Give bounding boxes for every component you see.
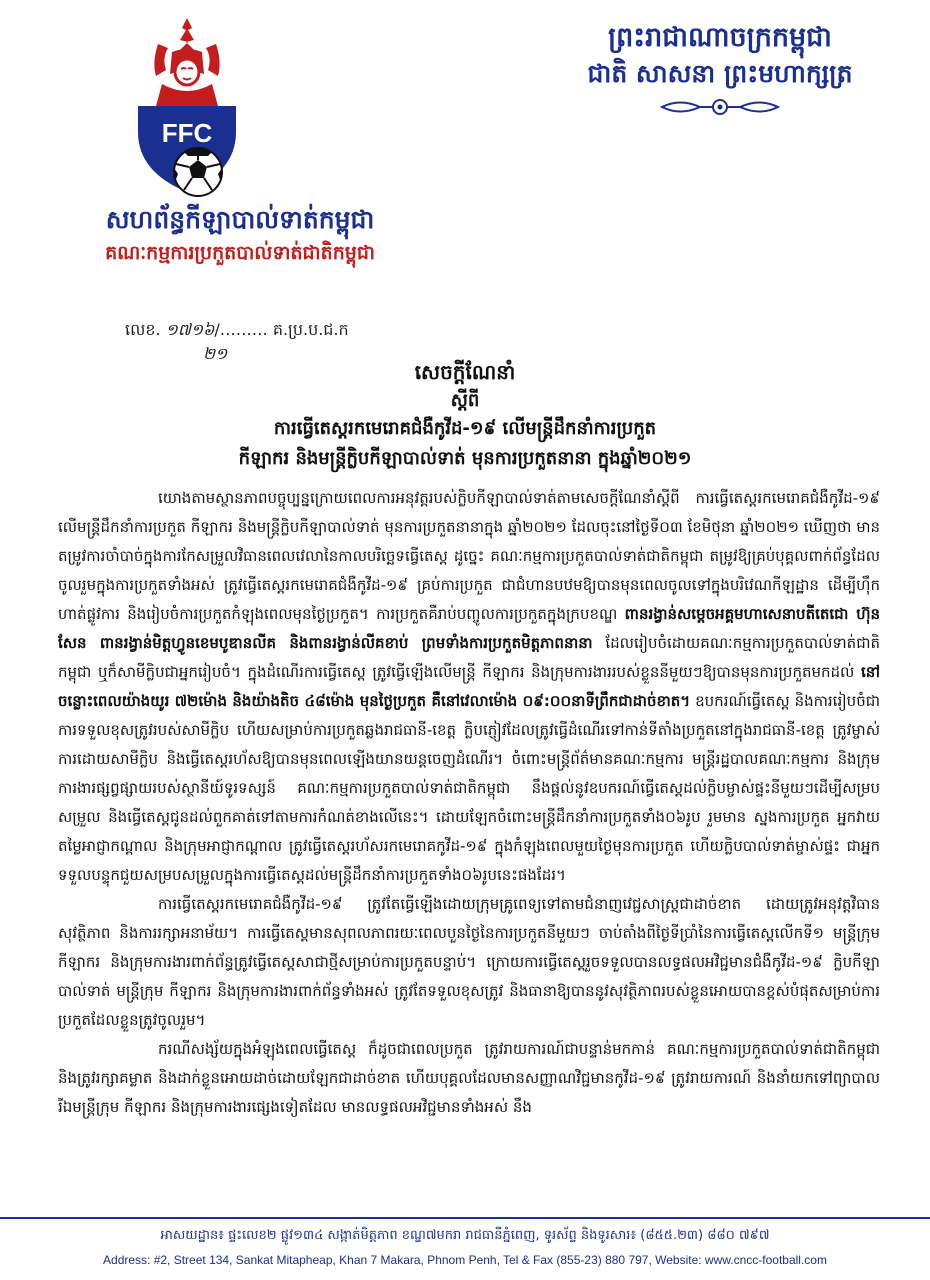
paragraph-1-part-e: ឧបករណ៍ធ្វើតេស្ត និងការរៀបចំជាការទទួលខុសត្រូវរបស់សាមីក្លិប ហើយសម្រាប់ការប្រកួតឆ្លងរាជធានី-ខេត្ត ក្លិបភ្ញៀវដែលត្រូវធ្វើដំណើរទៅកាន់ទីតាំងប្រកួតនៅក្នុងរាជធានី-ខេត្ត ត្រូវម្ចាស់ការដោយសាមីក្លិប និងធ្វើតេស្តរហ័សឱ្យបានមុនពេលឡើងយានយន្តចេញដំណើរ។ ចំពោះមន្ត្រីព័ត៌មានគណៈកម្មការ មន្ត្រីរដ្ឋបាលគណៈកម្មការ និងក្រុមការងារផ្សព្វផ្សាយរបស់ស្ថានីយ៍ទូរទស្សន៍ គណៈកម្មការប្រកួតបាល់ទាត់ជាតិកម្ពុជា នឹងផ្តល់នូវឧបករណ៍ធ្វើតេស្តដល់ក្លិបម្ចាស់ផ្ទះនីមួយៗដើម្បីសម្របសម្រួល និងធ្វើតេស្តជូនដល់ពួកគាត់ទៅតាមការកំណត់ខាងលើនេះ។ ដោយឡែកចំពោះមន្ត្រីដឹកនាំការប្រកួតទាំង០៦រូប រួមមាន ស្នងការប្រកួត អ្នកវាយតម្លៃអាជ្ញាកណ្តាល និងក្រុមអាជ្ញាកណ្តាល ត្រូវធ្វើតេស្តរហ័សរកមេរោគកូវីដ-១៩ ក្នុងកំឡុងពេលមួយថ្ងៃមុនការប្រកួត ហើយក្លិបបាល់ទាត់ម្ចាស់ផ្ទះ ជាអ្នកទទួលបន្ទុកជួយសម្របសម្រួលក្នុងការធ្វើតេស្តដល់មន្ត្រីដឹកនាំការប្រកួតទាំង០៦រូបនេះផងដែរ។ (58, 692, 880, 884)
paragraph-3: ករណីសង្ស័យក្នុងអំឡុងពេលធ្វើតេស្ត ក៏ដូចជាពេលប្រកួត ត្រូវរាយការណ៍ជាបន្ទាន់មកកាន់ គណៈកម្មការប្រកួតបាល់ទាត់ជាតិកម្ពុជា និងត្រូវរក្សាគម្លាត និងដាក់ខ្លួនអោយដាច់ដោយឡែកជាដាច់ខាត ហើយបុគ្គលដែលមានសញ្ញាណវិជ្ជមានកូវីដ-១៩ ត្រូវរាយការណ៍ និងនាំយកទៅព្យាបាល រីឯមន្ត្រីក្រុម កីឡាករ និងក្រុមការងារផ្សេងទៀតដែល មានលទ្ធផលអវិជ្ជមានទាំងអស់ នឹង (58, 1040, 880, 1116)
kingdom-line: ព្រះរាជាណាចក្រកម្ពុជា (608, 22, 832, 53)
paragraph-1-part-c: ដែលរៀបចំដោយគណៈកម្មការប្រកួតបាល់ទាត់ជាតិកម្ពុជា ឬក៏សាមីក្លិបជាអ្នករៀបចំ។ ក្នុងដំណើរការធ្វើតេស្ត ត្រូវធ្វើឡើងលើមន្ត្រី កីឡាករ និងក្រុមការងាររបស់ខ្លួននីមួយៗឱ្យបានមុនការប្រកួតមកដល់ (58, 634, 880, 681)
logo-text: FFC (161, 118, 213, 148)
paragraph-1-bold-competitions: ពានរង្វាន់សម្តេចអគ្គមហាសេនាបតីតេជោ ហ៊ុន សែន ពានរង្វាន់មិត្តហ្វូនខេមបូឌានលីគ និងពានរង្វាន់លីគខាប់ ព្រមទាំងការប្រកួតមិត្តភាពនានា (58, 605, 880, 652)
ref-year: ២១ (203, 344, 228, 363)
title-guideline: សេចក្តីណែនាំ (414, 360, 516, 384)
ref-number: ១៧១៦ (165, 320, 215, 339)
title-subject-line-2: កីឡាករ និងមន្ត្រីក្លិបកីឡាបាល់ទាត់ មុនការប្រកួតនានា ក្នុងឆ្នាំ២០២១ (238, 448, 692, 469)
document-title (120, 356, 810, 474)
footer-divider (0, 1217, 930, 1219)
footer-address-khmer: អាសយដ្ឋាន៖ ផ្ទះលេខ២ ផ្លូវ១៣៤ សង្កាត់មិត្តភាព ខណ្ឌ៧មករា រាជធានីភ្នំពេញ, ទូរស័ព្ទ និងទូរសារ៖ (៨៥៥.២៣) ៨៨០ ៧៩៧ (160, 1228, 770, 1243)
reference-number: លេខ. ១៧១៦/……… គ.ប្រ.ប.ជ.ក ២១ (125, 318, 405, 366)
ornament-icon (660, 96, 780, 118)
ref-prefix: លេខ. (125, 320, 161, 339)
motto-line: ជាតិ សាសនា ព្រះមហាក្សត្រ (587, 59, 853, 88)
ref-dots: ……… (219, 320, 268, 339)
paragraph-2: ការធ្វើតេស្តរកមេរោគជំងឺកូវីដ-១៩ ត្រូវតែធ្វើឡើងដោយក្រុមគ្រូពេទ្យទៅតាមជំនាញវេជ្ជសាស្ត្រជាដាច់ខាត ដោយត្រូវអនុវត្តវិធានសុវត្ថិភាព និងការរក្សាអនាម័យ។ ការធ្វើតេស្តមានសុពលភាពរយៈពេលបួនថ្ងៃនៃការប្រកួតនីមួយៗ ចាប់តាំងពីថ្ងៃទីប្រាំនៃការធ្វើតេស្តលើកទី១ មន្ត្រីក្រុម កីឡាករ និងក្រុមការងារពាក់ព័ន្ធត្រូវធ្វើតេស្តសាជាថ្មីសម្រាប់ការប្រកួតបន្ទាប់។ ក្រោយការធ្វើតេស្តរួចទទួលបានលទ្ធផលអវិជ្ជមានជំងឺកូវីដ-១៩ ក្លិបកីឡាបាល់ទាត់ មន្ត្រីក្រុម កីឡាករ និងក្រុមការងារពាក់ព័ន្ធទាំងអស់ ត្រូវតែទទួលខុសត្រូវ និងធានាឱ្យបាននូវសុវត្ថិភាពរបស់ខ្លួនអោយបានខ្ពស់បំផុតសម្រាប់ការប្រកួតដែលខ្លួនត្រូវចូលរួម។ (58, 895, 880, 1029)
paragraph-1-part-a: យោងតាមស្ថានភាពបច្ចុប្បន្នក្រោយពេលការអនុវត្តរបស់ក្លិបកីឡាបាល់ទាត់តាមសេចក្តីណែនាំស្តីពី ការធ្វើតេស្តរកមេរោគជំងឺកូវីដ-១៩ លើមន្ត្រីដឹកនាំការប្រកួត កីឡាករ និងមន្ត្រីក្លិបកីឡាបាល់ទាត់ មុនការប្រកួតនានាក្នុង ឆ្នាំ២០២១ ដែលចុះនៅថ្ងៃទី០៣ ខែមិថុនា ឆ្នាំ២០២១ ឃើញថា មានតម្រូវការចាំបាច់ក្នុងការកែសម្រួលវិធានពេលវេលានៃកាលបរិច្ឆេទធ្វើតេស្ត ដូច្នេះ គណៈកម្មការប្រកួតបាល់ទាត់ជាតិកម្ពុជា តម្រូវឱ្យគ្រប់បុគ្គលពាក់ព័ន្ធដែលចូលរួមក្នុងការប្រកួតទាំងអស់ ត្រូវធ្វើតេស្តរកមេរោគជំងឺកូវីដ-១៩ គ្រប់ការប្រកួត ជាជំហានបឋមឱ្យបានមុនពេលចូលទៅក្នុងបរិវេណកីឡដ្ឋាន ដើម្បីហ៊ឹកហាត់ផ្លូវការ និងរៀបចំការប្រកួតកំឡុងពេលមុនថ្ងៃប្រកួត។ ការប្រកួតគឺរាប់បញ្ចូលការប្រកួតក្នុងក្របខណ្ឌ (58, 489, 880, 623)
document-body (58, 484, 880, 1200)
kingdom-header (570, 20, 870, 118)
organization-header (40, 202, 440, 268)
ffc-logo (122, 14, 252, 204)
organization-name: សហព័ន្ធកីឡាបាល់ទាត់កម្ពុជា (105, 205, 375, 234)
ref-suffix: គ.ប្រ.ប.ជ.ក (272, 320, 349, 339)
paragraph-1-bold-timing: នៅចន្លោះពេលយ៉ាងយូរ ៧២ម៉ោង និងយ៉ាងតិច ៤៨ម៉ោង មុនថ្ងៃប្រកួត គឺនៅវេលាម៉ោង ០៩:០០នាទីព្រឹកជាដាច់ខាត។ (58, 663, 880, 710)
title-regarding: ស្តីពី (450, 390, 480, 411)
footer-address-english: Address: #2, Street 134, Sankat Mitapheap, Khan 7 Makara, Phnom Penh, Tel & Fax (855-23) 880 797, Website: www.cncc-football.com (103, 1253, 827, 1267)
paragraph-1 (58, 484, 880, 890)
committee-name: គណៈកម្មការប្រកួតបាល់ទាត់ជាតិកម្ពុជា (105, 242, 375, 264)
title-subject-line-1: ការធ្វើតេស្តរកមេរោគជំងឺកូវីដ-១៩ លើមន្ត្រីដឹកនាំការប្រកួត (273, 418, 657, 439)
